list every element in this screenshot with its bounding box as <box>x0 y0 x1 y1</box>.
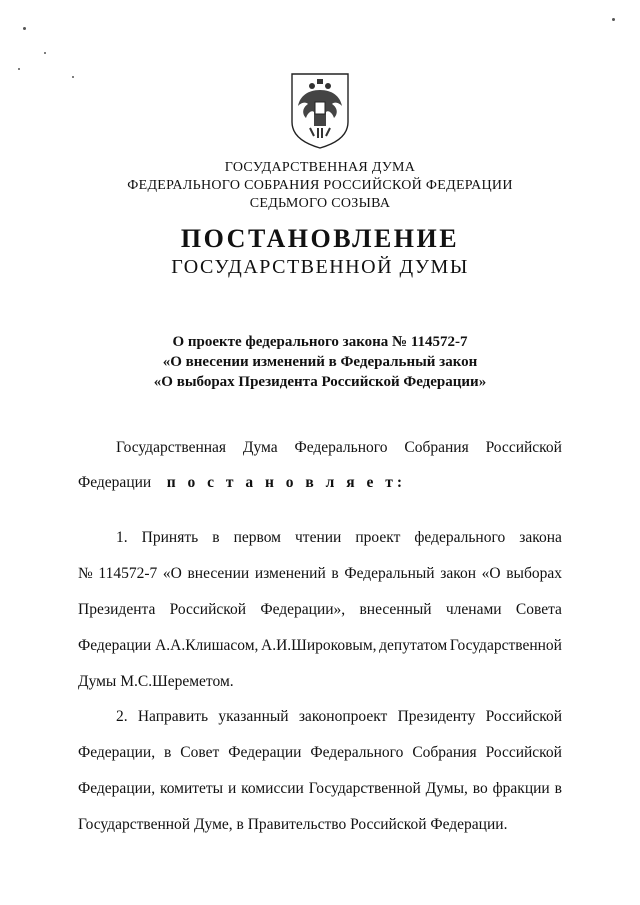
word: Российской <box>485 708 562 725</box>
word: Направить <box>137 708 209 725</box>
word: законопроект <box>298 708 388 725</box>
item1-line-1 <box>116 529 562 547</box>
scan-speck <box>23 27 26 30</box>
word: указанный <box>218 708 289 725</box>
word: Российской <box>169 601 247 618</box>
decree-word: п о с т а н о в л я е т: <box>166 474 407 491</box>
word: во <box>472 780 488 797</box>
word: закон <box>440 565 477 582</box>
item2-line-1 <box>116 708 562 726</box>
word: в <box>212 529 220 546</box>
preamble-word: Российской <box>485 439 562 456</box>
word: изменений <box>254 565 326 582</box>
word: 2. <box>116 708 128 725</box>
word: Федерации», <box>260 601 346 618</box>
word: проект <box>355 529 401 546</box>
word: первом <box>233 529 281 546</box>
word: депутатом <box>379 637 448 654</box>
word: в <box>554 780 562 797</box>
word: Государственной <box>308 780 421 797</box>
word: Государственной <box>449 637 562 654</box>
word: Федерации А.А.Клишасом, <box>78 637 259 654</box>
word: внесенный <box>359 601 432 618</box>
preamble-word: Федерального <box>294 439 388 456</box>
subject-line-1: О проекте федерального закона № 114572-7 <box>172 334 468 350</box>
word: выборах <box>506 565 562 582</box>
word: «О <box>481 565 501 582</box>
preamble-word: Собрания <box>404 439 469 456</box>
word: «О <box>162 565 182 582</box>
preamble-word: Государственная <box>116 439 227 456</box>
word: комитеты <box>159 780 224 797</box>
document-title: ПОСТАНОВЛЕНИЕ <box>180 224 460 253</box>
word: фракции <box>492 780 550 797</box>
document-subtitle: ГОСУДАРСТВЕННОЙ ДУМЫ <box>171 256 469 278</box>
word: Российской <box>485 744 562 761</box>
word: Федерации, <box>78 744 156 761</box>
scan-speck <box>44 52 46 54</box>
scan-speck <box>18 68 20 70</box>
item2-line-2 <box>78 744 562 762</box>
word: Думы, <box>425 780 468 797</box>
item1-line-5: Думы М.С.Шереметом. <box>78 673 234 690</box>
word: комиссии <box>241 780 304 797</box>
subject-line-3: «О выборах Президента Российской Федерации» <box>153 374 487 390</box>
word: Президенту <box>397 708 476 725</box>
word: Совета <box>515 601 562 618</box>
word: и <box>227 780 237 797</box>
preamble-line-2 <box>78 474 562 492</box>
word: 114572-7 <box>98 565 158 582</box>
word: Федеральный <box>344 565 435 582</box>
word: Совет <box>180 744 220 761</box>
word: чтении <box>295 529 342 546</box>
word: внесении <box>187 565 250 582</box>
item1-line-4 <box>78 637 562 655</box>
item1-line-2 <box>78 565 562 583</box>
word: членами <box>445 601 502 618</box>
scan-speck <box>612 18 615 21</box>
item1-line-3 <box>78 601 562 619</box>
word: Федерации <box>228 744 302 761</box>
header-line-2: ФЕДЕРАЛЬНОГО СОБРАНИЯ РОССИЙСКОЙ ФЕДЕРАЦИИ <box>127 178 513 193</box>
word: в <box>164 744 172 761</box>
item2-line-4: Государственной Думе, в Правительство Российской Федерации. <box>78 816 508 833</box>
word: федерального <box>414 529 506 546</box>
preamble-federation: Федерации <box>78 474 152 491</box>
header-line-3: СЕДЬМОГО СОЗЫВА <box>249 196 391 211</box>
word: закона <box>519 529 562 546</box>
emblem-icon <box>288 70 352 150</box>
word: № <box>78 565 93 582</box>
word: в <box>331 565 339 582</box>
word: Принять <box>141 529 199 546</box>
word: А.И.Широковым, <box>261 637 377 654</box>
word: Федерального <box>310 744 404 761</box>
header-line-1: ГОСУДАРСТВЕННАЯ ДУМА <box>224 160 416 175</box>
subject-line-2: «О внесении изменений в Федеральный закон <box>162 354 478 370</box>
word: Президента <box>78 601 156 618</box>
preamble-line-1 <box>116 439 562 457</box>
word: Собрания <box>412 744 477 761</box>
item2-line-3 <box>78 780 562 798</box>
preamble-word: Дума <box>242 439 278 456</box>
word: 1. <box>116 529 128 546</box>
scan-speck <box>72 76 74 78</box>
word: Федерации, <box>78 780 156 797</box>
